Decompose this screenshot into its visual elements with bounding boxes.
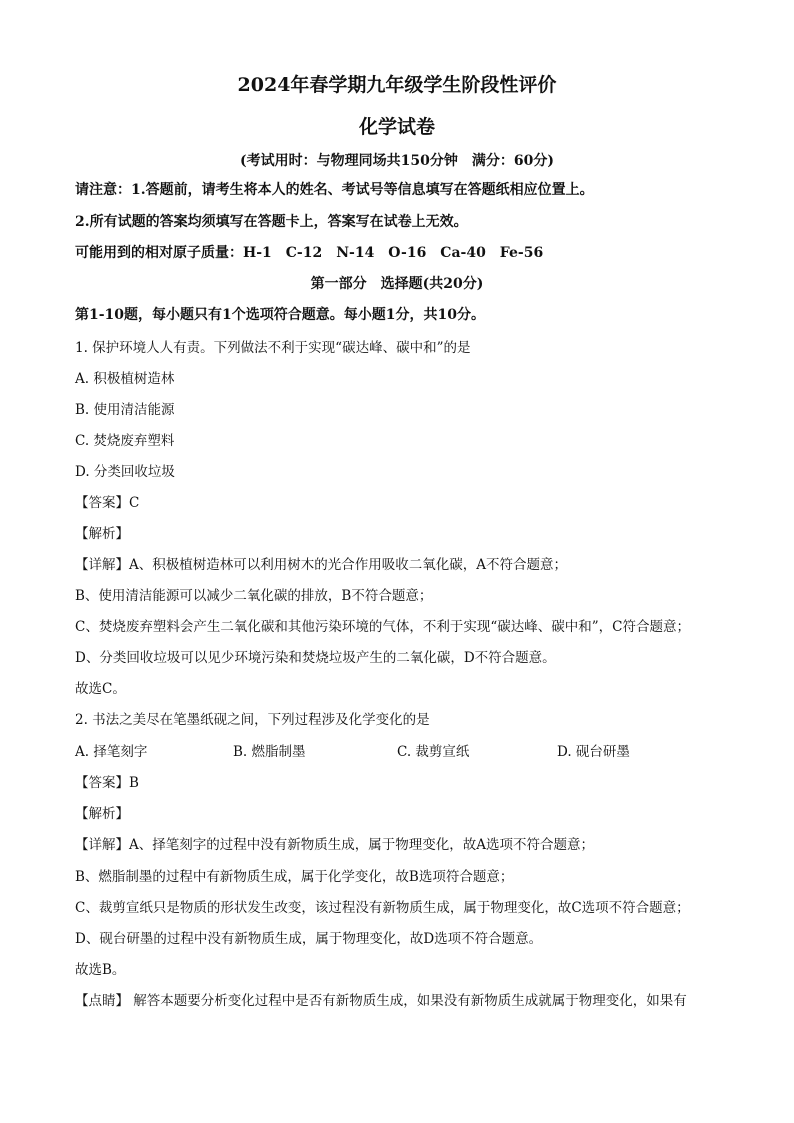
- q1-detail-b: B、使用清洁能源可以减少二氧化碳的排放，B不符合题意；: [75, 588, 433, 604]
- q1-option-d: D. 分类回收垃圾: [75, 464, 175, 480]
- q2-option-b: B. 燃脂制墨: [233, 744, 306, 760]
- section-title: 第一部分 选择题(共20分): [310, 276, 484, 292]
- exam-title: 2024年春学期九年级学生阶段性评价: [237, 74, 557, 96]
- q1-conclusion: 故选C。: [75, 681, 126, 697]
- q2-stem: 2. 书法之美尽在笔墨纸砚之间，下列过程涉及化学变化的是: [75, 712, 430, 728]
- q2-option-d: D. 砚台研墨: [557, 744, 630, 760]
- q2-option-a: A. 择笔刻字: [75, 744, 148, 760]
- q2-detail-d: D、砚台研墨的过程中没有新物质生成，属于物理变化，故D选项不符合题意。: [75, 931, 543, 947]
- q1-option-c: C. 焚烧废弃塑料: [75, 433, 175, 449]
- q2-detail-b: B、燃脂制墨的过程中有新物质生成，属于化学变化，故B选项符合题意；: [75, 869, 514, 885]
- q2-answer: 【答案】B: [75, 775, 139, 791]
- q1-detail-c: C、焚烧废弃塑料会产生二氧化碳和其他污染环境的气体，不利于实现“碳达峰、碳中和”，C符合题意；: [75, 619, 690, 635]
- note-2: 2.所有试题的答案均须填写在答题卡上，答案写在试卷上无效。: [75, 214, 468, 230]
- exam-info: (考试用时：与物理同场共150分钟 满分：60分): [240, 153, 554, 169]
- q1-option-b: B. 使用清洁能源: [75, 402, 175, 418]
- q1-analysis: 【解析】: [75, 526, 129, 542]
- q2-option-c: C. 裁剪宣纸: [397, 744, 470, 760]
- q2-analysis: 【解析】: [75, 806, 129, 822]
- section-instruction: 第1-10题，每小题只有1个选项符合题意。每小题1分，共10分。: [75, 307, 485, 323]
- q1-option-a: A. 积极植树造林: [75, 371, 175, 387]
- q2-detail-a: 【详解】A、择笔刻字的过程中没有新物质生成，属于物理变化，故A选项不符合题意；: [75, 837, 594, 853]
- q1-detail-d: D、分类回收垃圾可以见少环境污染和焚烧垃圾产生的二氧化碳，D不符合题意。: [75, 650, 556, 666]
- q1-stem: 1. 保护环境人人有责。下列做法不利于实现“碳达峰、碳中和”的是: [75, 340, 471, 356]
- q1-answer: 【答案】C: [75, 495, 140, 511]
- note-atomic-mass: 可能用到的相对原子质量：H-1 C-12 N-14 O-16 Ca-40 Fe-56: [75, 245, 544, 261]
- q2-conclusion: 故选B。: [75, 962, 126, 978]
- q2-tip: 【点睛】 解答本题要分析变化过程中是否有新物质生成，如果没有新物质生成就属于物理变化，如果有: [75, 993, 687, 1009]
- subject-title: 化学试卷: [358, 116, 435, 138]
- note-1: 请注意：1.答题前，请考生将本人的姓名、考试号等信息填写在答题纸相应位置上。: [75, 182, 594, 198]
- q2-detail-c: C、裁剪宣纸只是物质的形状发生改变，该过程没有新物质生成，属于物理变化，故C选项不符合题意；: [75, 900, 690, 916]
- q1-detail-a: 【详解】A、积极植树造林可以利用树木的光合作用吸收二氧化碳，A不符合题意；: [75, 557, 567, 573]
